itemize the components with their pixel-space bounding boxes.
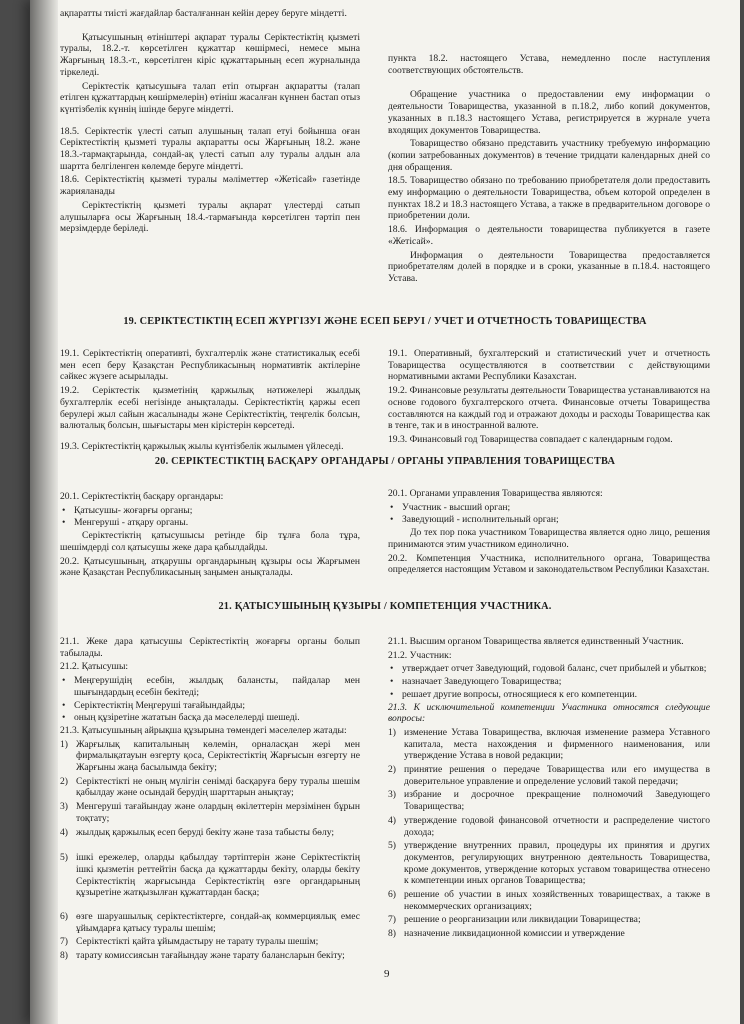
paragraph: 20.2. Қатысушының, атқарушы органдарының құзыры осы Жарғымен және Қазақстан Республикасының заңымен анықталады. xyxy=(60,555,360,579)
paragraph: Серіктестіктің қызметі туралы ақпарат үлестерді сатып алушыларға осы Жарғының 18.4.-тармағында көрсетілген тәртіп пен мерзімдерде беріледі. xyxy=(60,199,360,235)
list-item: • Заведующий - исполнительный орган; xyxy=(388,514,710,526)
paragraph: 21.1. Жеке дара қатысушы Серіктестіктің жоғарғы органы болып табылады. xyxy=(60,636,360,659)
list-item: 3) избрание и досрочное прекращение полномочий Заведующего Товарищества; xyxy=(388,789,710,813)
list-item: 3) Менгеруші тағайындау және олардың өкілеттерін мерзімінен бұрын тоқтату; xyxy=(60,801,360,824)
list-item: 1) Жарғылық капиталының көлемін, орналасқан жері мен фирмалықатауын өзгерту қоса, Серіктестіктің Жарғысын өзгерту не Жарғыны жаңа басылымда бекіту; xyxy=(60,738,360,774)
list-item: 7) решение о реорганизации или ликвидации Товарищества; xyxy=(388,914,641,926)
paragraph: До тех пор пока участником Товарищества является одно лицо, решения принимаются этим участником единолично. xyxy=(388,527,710,550)
list-item: 2) Серіктестікті не оның мүлігін сенімді басқаруға беру туралы шешім қабылдау және осындай берудің шарттарын анықтау; xyxy=(60,775,360,799)
section20-heading: 20. СЕРІКТЕСТІКТІҢ БАСҚАРУ ОРГАНДАРЫ / ОРГАНЫ УПРАВЛЕНИЯ ТОВАРИЩЕСТВА xyxy=(154,456,616,467)
list-item: • решает другие вопросы, относящиеся к его компетенции. xyxy=(388,689,710,701)
paragraph: 20.1. Серіктестіктің басқару органдары: xyxy=(60,491,224,502)
section21-left-column xyxy=(60,636,360,964)
list-item: 4) жылдық қаржылық есеп беруді бекіту және таза табысты бөлу; xyxy=(60,826,335,838)
list-item: • Меңгерушідің есебін, жылдық балансты, пайдалар мен шығындардың есебін бекітеді; xyxy=(60,675,360,698)
paragraph: Обращение участника о предоставлении ему информации о деятельности Товарищества, указанной в п.18.2, либо копий документов, указанных в п.18.3 настоящего Устава, регистрируется в журнале учета входящих документов Товарищества. xyxy=(388,89,710,136)
paragraph: 19.1. Оперативный, бухгалтерский и статистический учет и отчетность Товарищества осуществляются в соответствии с действующими нормативными актами Республики Казахстан. xyxy=(388,348,710,383)
page-number: 9 xyxy=(384,968,390,980)
list-item: 6) өзге шаруашылық серіктестіктерге, сондай-ақ коммерциялық емес ұйымдарға қатысу туралы шешім; xyxy=(60,911,360,934)
paragraph: Товарищество обязано представить участнику требуемую информацию (копии затребованных документов) в течение тридцати календарных дней со дня обращения. xyxy=(388,138,710,173)
paragraph: 18.6. Серіктестіктің қызметі туралы мәліметтер «Жетісай» газетінде жарияланады xyxy=(60,174,360,198)
paragraph: 19.3. Финансовый год Товарищества совпадает с календарным годом. xyxy=(388,433,673,445)
section18-right-column xyxy=(388,53,710,287)
list-item: 2) принятие решения о передаче Товарищества или его имущества в доверительное управление и определение условий такой передачи; xyxy=(388,764,710,787)
bullet-list xyxy=(388,663,710,700)
list-item: 5) утверждение внутренних правил, процедуры их принятия и других документов, регулирующих внутренною деятельность Товарищества, кроме документов, утверждение которых уставом товарищества отнесено к компетенции иных органов Товарищества; xyxy=(388,840,710,887)
paragraph: 20.1. Органами управления Товарищества являются: xyxy=(388,488,603,499)
list-item: 4) утверждение годовой финансовой отчетности и распределение чистого дохода; xyxy=(388,814,710,838)
paragraph: Қатысушының өтініштері ақпарат туралы Серіктестіктің қызметі туралы, 18.2.-т. көрсетілген құжаттар көшірмесі, немесе мына Жарғының 18.3.-т., көрсетілген кіріс құжаттарының есеп журналында тіркеледі. xyxy=(60,31,360,78)
paragraph: 21.2. Участник: xyxy=(388,649,452,661)
paragraph: 19.3. Серіктестіктің қаржылық жылы күнтізбелік жылымен үйлеседі. xyxy=(60,440,344,452)
list-item: • Серіктестіктің Меңгеруші тағайындайды; xyxy=(60,700,360,712)
paragraph: ақпаратты тиісті жағдайлар басталғаннан кейін дереу беруге міндетті. xyxy=(60,8,347,19)
paragraph: 21.2. Қатысушы: xyxy=(60,661,129,673)
list-item: 8) тарату комиссиясын тағайындау және тарату балансларын бекіту; xyxy=(60,950,345,962)
section21-heading: 21. ҚАТЫСУШЫНЫҢ ҚҰЗЫРЫ / КОМПЕТЕНЦИЯ УЧАСТНИКА. xyxy=(218,601,552,612)
paragraph: 19.2. Серіктестік қызметінің қаржылық нәтижелері жылдық бухгалтерлік есебі негізінде анықталады. Серіктестіктің қаржы есеп берулері жыл сайын жасалынады және Серіктестіктің, теңгелік болсын, валюталық болсын, шығыстары мен кірістерін көрсетеді. xyxy=(60,385,360,432)
list-item: • оның құзіретіне жататын басқа да мәселелерді шешеді. xyxy=(60,712,360,724)
section21-right-column xyxy=(388,636,710,942)
list-item: 6) решение об участии в иных хозяйственных товариществах, а также в некоммерческих организациях; xyxy=(388,889,710,912)
numbered-list xyxy=(60,739,360,962)
section19-left-column xyxy=(60,348,360,455)
paragraph: пункта 18.2. настоящего Устава, немедленно после наступления соответствующих обстоятельств. xyxy=(388,53,710,76)
numbered-list xyxy=(388,727,710,940)
paragraph: Серіктестік қатысушыға талап етіп отырған ақпаратты (талап етілген құжаттардың көшірмелерін) өтініш жасалған күннен бастап отыз күнтізбелік күннің ішінде беруге міндетті. xyxy=(60,80,360,115)
list-item: 8) назначение ликвидационной комиссии и утверждение xyxy=(388,928,625,940)
paragraph: 19.1. Серіктестіктің оперативті, бухгалтерлік және статистикалық есебі мен есеп беру Қазақстан Республикасының нормативтік актілеріне сәйкес жүзеге асырылады. xyxy=(60,348,360,383)
list-item: • Менгеруші - атқару органы. xyxy=(60,517,360,529)
paragraph: 21.3. Қатысушының айрықша құзырына төмендегі мәселелер жатады: xyxy=(60,724,347,736)
bullet-list xyxy=(60,505,360,529)
list-item: 1) изменение Устава Товарищества, включая изменение размера Уставного капитала, места нахождения и фирменного наименования, или утверждение Устава в новой редакции; xyxy=(388,726,710,762)
binding-shadow xyxy=(30,0,58,1024)
section18-left-column xyxy=(60,8,360,237)
section20-right-column xyxy=(388,488,710,578)
paragraph: 18.5. Товарищество обязано по требованию приобретателя доли предоставить ему информацию о деятельности Товарищества, объем которой определен в пунктах 18.2 и 18.3 настоящего Устава, а также в предварительном договоре о приобретении доли. xyxy=(388,175,710,222)
bullet-list xyxy=(60,675,360,724)
bullet-list xyxy=(388,502,710,526)
paragraph: 18.5. Серіктестік үлесті сатып алушының талап етуі бойынша оған Серіктестіктің қызметі туралы ақпаратты осы Жарғының 18.2. және 18.3.-тармақтарында, сондай-ақ үлесті сатып алу туралы алдын ала шартта белгіленген көлемде беруге міндетті. xyxy=(60,125,360,172)
paragraph: Информация о деятельности Товарищества предоставляется приобретателям долей в порядке и в сроки, указанные в п.18.4. настоящего Устава. xyxy=(388,249,710,284)
list-item: • Қатысушы- жоғарғы органы; xyxy=(60,505,360,517)
list-item: 7) Серіктестікті қайта ұйымдастыру не тарату туралы шешім; xyxy=(60,936,319,948)
list-item: • Участник - высший орган; xyxy=(388,502,710,514)
list-item: • утверждает отчет Заведующий, годовой баланс, счет прибылей и убытков; xyxy=(388,663,710,675)
paragraph: 19.2. Финансовые результаты деятельности Товарищества устанавливаются на основе годового бухгалтерского отчета. Финансовые отчеты Товарищества составляются на каждый год и отражают доходы и расходы Товарищества как в тенге, так и в иностранной валюте. xyxy=(388,385,710,432)
section19-heading: 19. СЕРІКТЕСТІКТІҢ ЕСЕП ЖҮРГІЗУІ ЖӘНЕ ЕСЕП БЕРУІ / УЧЕТ И ОТЧЕТНОСТЬ ТОВАРИЩЕСТВА xyxy=(123,316,647,327)
paragraph: 20.2. Компетенция Участника, исполнительного органа, Товарищества определяется настоящим Уставом и законодательством Республики Казахстан. xyxy=(388,552,710,576)
section20-left-column xyxy=(60,491,360,581)
list-item: • назначает Заведующего Товарищества; xyxy=(388,676,710,688)
paragraph: 21.3. К исключительной компетенции Участника относятся следующие вопросы: xyxy=(388,701,710,725)
list-item: 5) ішкі ережелер, оларды қабылдау тәртіптерін және Серіктестіктің ішкі қызметін реттейтін басқа да құжаттарды бекіту, оларды бекіту Серіктестіктің жарғысында Серіктестіктің өзге органдарының құзыретіне жатқызылған құжаттардан басқа; xyxy=(60,852,360,899)
section19-right-column xyxy=(388,348,710,448)
paragraph: 18.6. Информация о деятельности товарищества публикуется в газете «Жетісай». xyxy=(388,224,710,247)
paragraph: Серіктестіктің қатысушысы ретінде бір тұлға бола тұра, шешімдерді сол қатысушы жеке дара қабылдайды. xyxy=(60,530,360,553)
paragraph: 21.1. Высшим органом Товарищества является единственный Участник. xyxy=(388,636,684,647)
